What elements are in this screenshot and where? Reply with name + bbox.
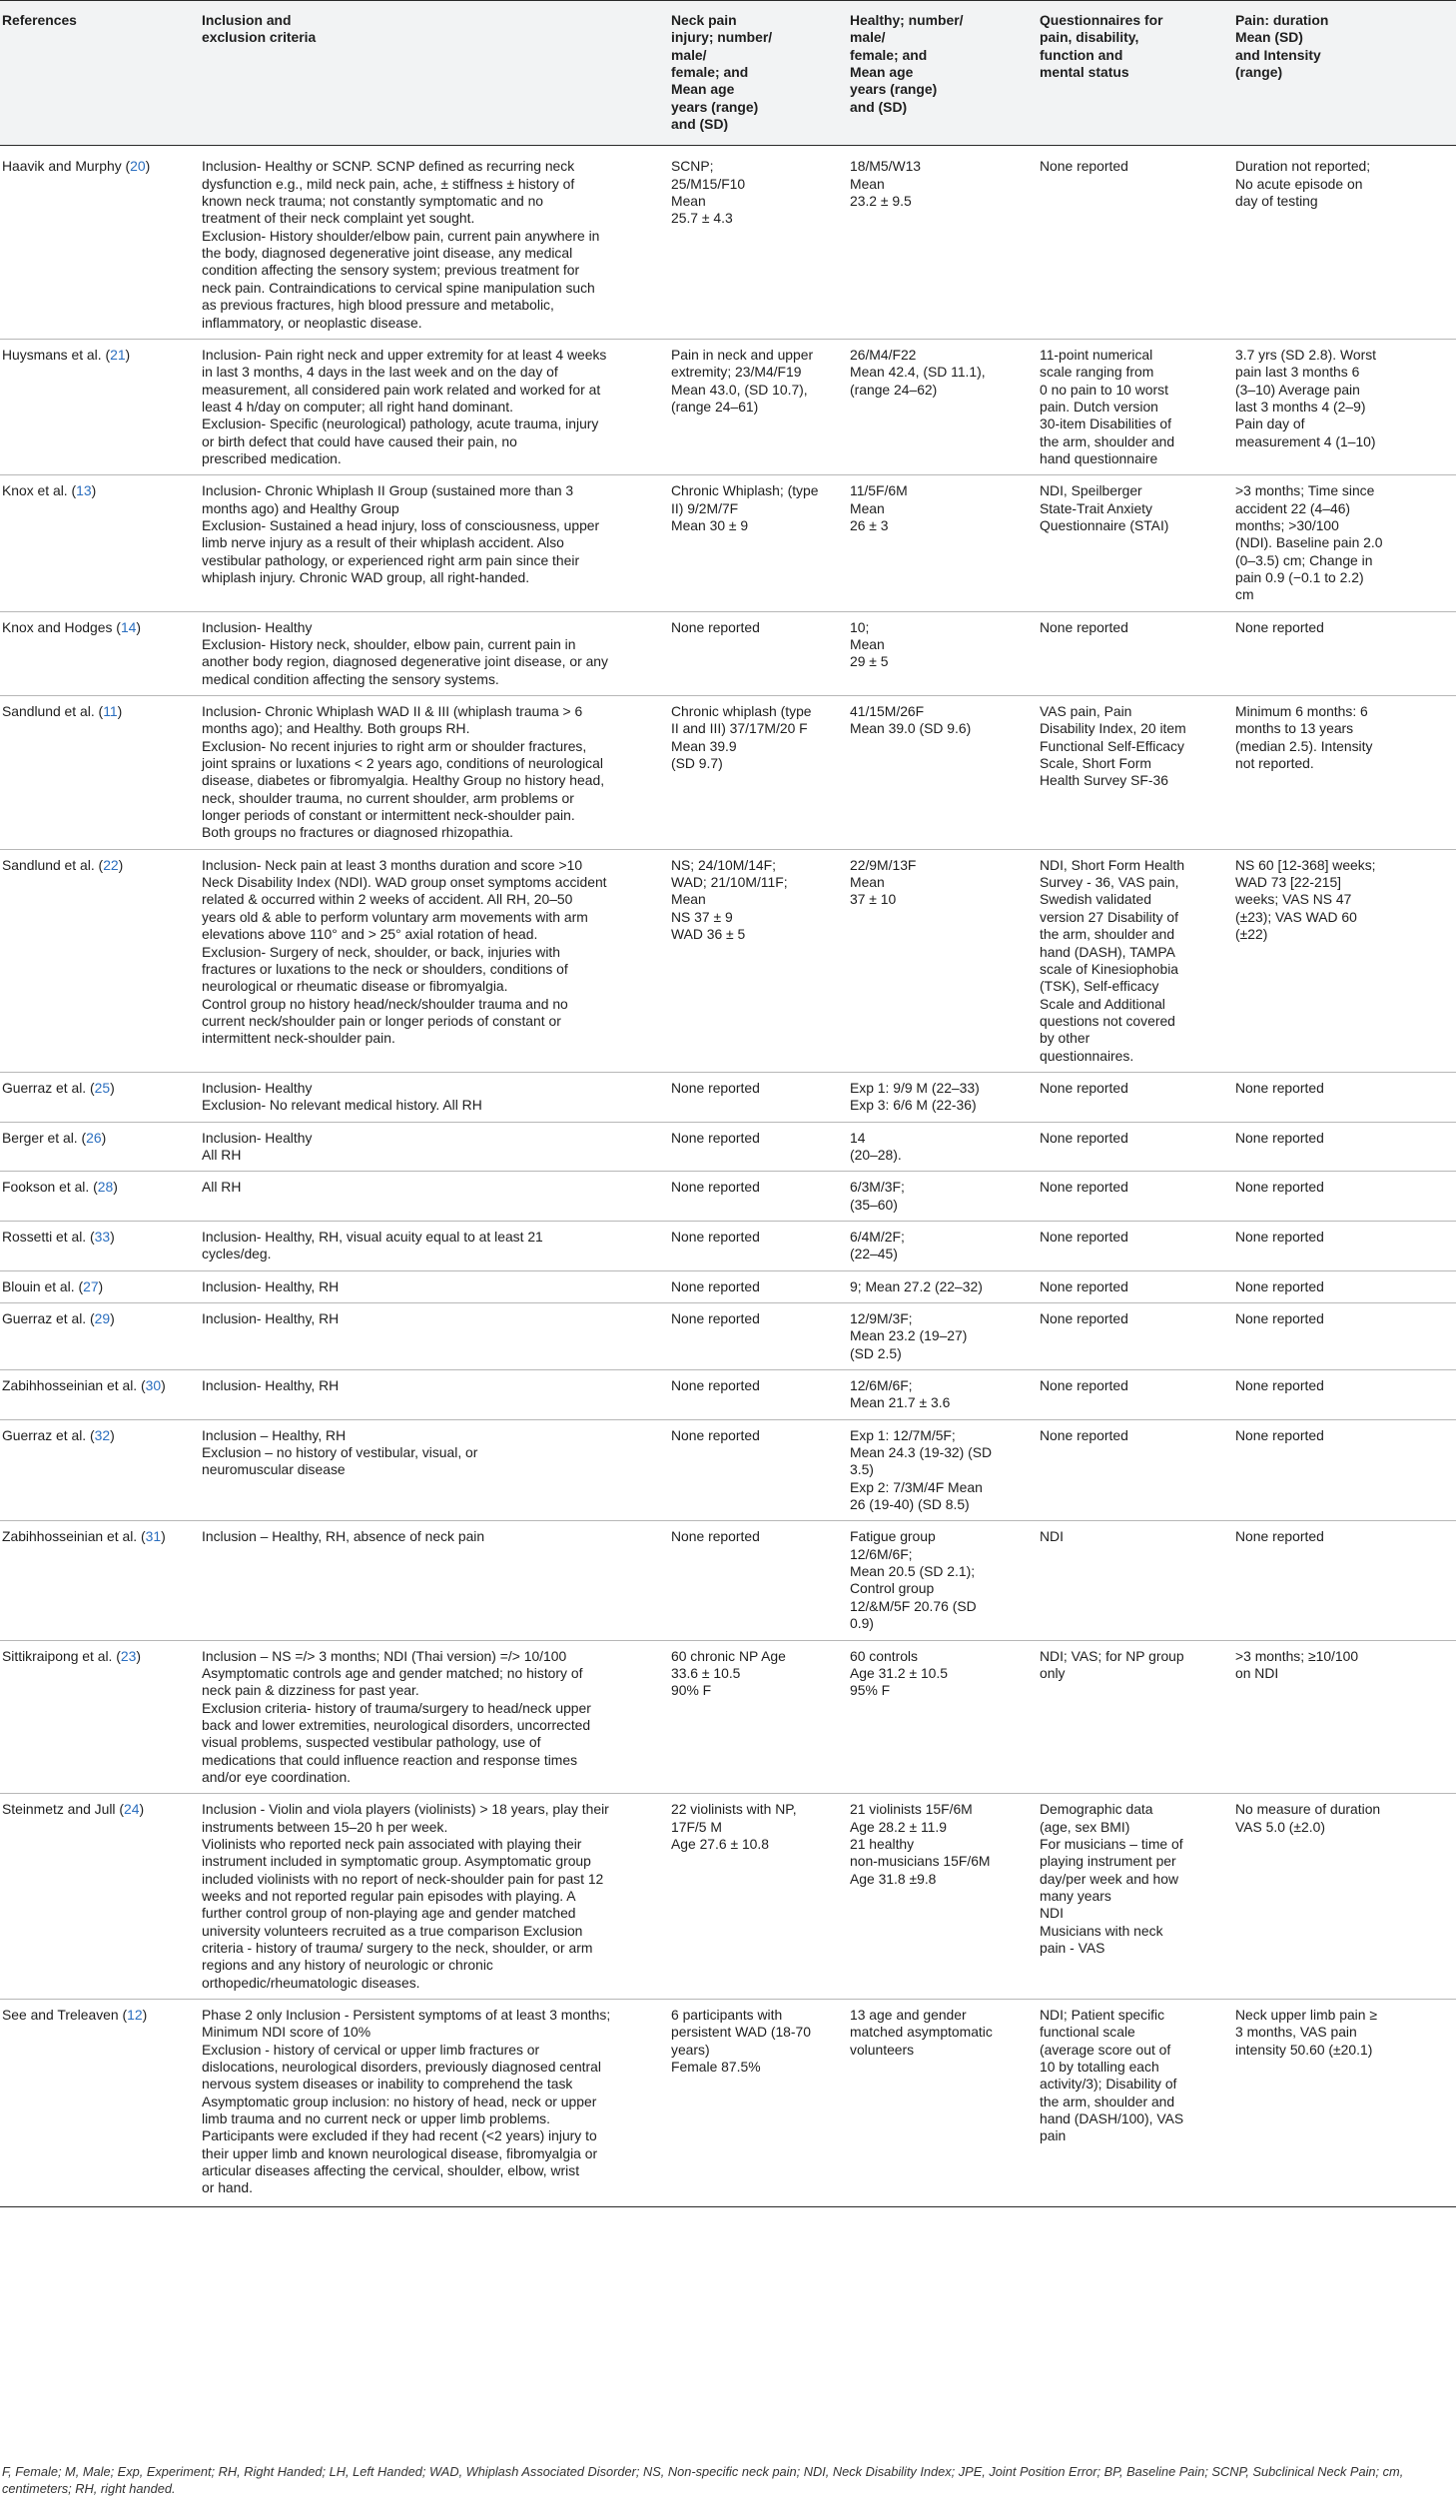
- neck-pain-cell: None reported: [665, 1303, 844, 1370]
- healthy-cell: 22/9M/13F Mean 37 ± 10: [844, 849, 1034, 1072]
- reference-cell: Guerraz et al. (29): [0, 1303, 196, 1370]
- pain-cell: No measure of duration VAS 5.0 (±2.0): [1229, 1794, 1456, 2000]
- reference-author: Guerraz et al.: [2, 1310, 87, 1326]
- table-row: [0, 1270, 1456, 1302]
- table-row: [0, 2000, 1456, 2207]
- citation-link[interactable]: 33: [94, 1228, 111, 1245]
- neck-pain-cell: 22 violinists with NP, 17F/5 M Age 27.6 ± 10.8: [665, 1794, 844, 2000]
- reference-cell: Haavik and Murphy (20): [2, 158, 151, 175]
- questionnaires-cell: VAS pain, Pain Disability Index, 20 item Functional Self-Efficacy Scale, Short Form Health Survey SF-36: [1034, 696, 1229, 850]
- reference-cell: Zabihhosseinian et al. (30): [0, 1370, 196, 1420]
- pain-cell: >3 months; Time since accident 22 (4–46) months; >30/100 (NDI). Baseline pain 2.0 (0–3.5) cm; Change in pain 0.9 (−0.1 to 2.2) cm: [1229, 475, 1456, 611]
- neck-pain-cell: None reported: [665, 1370, 844, 1420]
- neck-pain-cell: None reported: [665, 1270, 844, 1302]
- reference-author: Huysmans et al.: [2, 346, 102, 363]
- header-questionnaires: Questionnaires for pain, disability, function and mental status: [1034, 1, 1229, 146]
- reference-cell: Rossetti et al. (33): [0, 1221, 196, 1270]
- questionnaires-cell: None reported: [1034, 1270, 1229, 1302]
- inclusion-cell: Inclusion- Healthy, RH: [196, 1270, 665, 1302]
- questionnaires-cell: None reported: [1040, 158, 1128, 175]
- reference-author: Sandlund et al.: [2, 703, 95, 720]
- pain-cell: None reported: [1229, 1419, 1456, 1521]
- neck-pain-cell: None reported: [665, 1072, 844, 1122]
- reference-author: Sittikraipong et al.: [2, 1647, 113, 1664]
- reference-author: Guerraz et al.: [2, 1079, 87, 1096]
- healthy-cell: 12/6M/6F; Mean 21.7 ± 3.6: [844, 1370, 1034, 1420]
- reference-author: Rossetti et al.: [2, 1228, 87, 1245]
- table-row: [0, 1172, 1456, 1222]
- pain-cell: None reported: [1229, 1303, 1456, 1370]
- questionnaires-cell: None reported: [1034, 1122, 1229, 1172]
- questionnaires-cell: None reported: [1034, 1172, 1229, 1222]
- reference-cell: Guerraz et al. (25): [0, 1072, 196, 1122]
- questionnaires-cell: None reported: [1034, 1370, 1229, 1420]
- citation-link[interactable]: 13: [76, 482, 92, 499]
- neck-pain-cell: NS; 24/10M/14F; WAD; 21/10M/11F; Mean NS 37 ± 9 WAD 36 ± 5: [665, 849, 844, 1072]
- citation-link[interactable]: 14: [120, 618, 137, 635]
- table-row: [0, 1794, 1456, 2000]
- healthy-cell: 60 controls Age 31.2 ± 10.5 95% F: [844, 1640, 1034, 1794]
- questionnaires-cell: Demographic data (age, sex BMI) For musicians – time of playing instrument per day/per week and how many years NDI Musicians with neck pain - VAS: [1034, 1794, 1229, 2000]
- questionnaires-cell: 11-point numerical scale ranging from 0 no pain to 10 worst pain. Dutch version 30-item Disabilities of the arm, shoulder and hand questionnaire: [1034, 339, 1229, 474]
- questionnaires-cell: None reported: [1034, 1072, 1229, 1122]
- table-row: [0, 1221, 1456, 1270]
- questionnaires-cell: NDI: [1034, 1521, 1229, 1640]
- reference-cell: Steinmetz and Jull (24): [0, 1794, 196, 2000]
- healthy-cell: 11/5F/6M Mean 26 ± 3: [844, 475, 1034, 611]
- reference-cell: Zabihhosseinian et al. (31): [0, 1521, 196, 1640]
- neck-pain-cell: Chronic whiplash (type II and III) 37/17M/20 F Mean 39.9 (SD 9.7): [665, 696, 844, 850]
- pain-cell: None reported: [1229, 1370, 1456, 1420]
- table-row: [0, 849, 1456, 1072]
- table-footnote: F, Female; M, Male; Exp, Experiment; RH, Right Handed; LH, Left Handed; WAD, Whiplash Associated Disorder; NS, Non-specific neck pain; NDI, Neck Disability Index; JPE, Joint Position Error; BP, Baseline Pain; SCNP, Subclinical Neck Pain; cm, centimeters; RH, right handed.: [2, 2464, 1404, 2496]
- inclusion-cell: Inclusion - Violin and viola players (violinists) > 18 years, play their instruments between 15–20 h per week. Violinists who reported neck pain associated with playing their instrument included in symptomatic group. Asymptomatic group included violinists with no report of neck-shoulder pain for past 12 weeks and not reported regular pain episodes with playing. A further control group of non-playing age and gender matched university volunteers recruited as a true comparison Exclusion criteria - history of trauma/ surgery to the neck, shoulder, or arm regions and any history of neurologic or chronic orthopedic/rheumatologic diseases.: [196, 1794, 665, 2000]
- pain-cell: >3 months; ≥10/100 on NDI: [1229, 1640, 1456, 1794]
- pain-cell: NS 60 [12-368] weeks; WAD 73 [22-215] weeks; VAS NS 47 (±23); VAS WAD 60 (±22): [1229, 849, 1456, 1072]
- citation-link[interactable]: 27: [83, 1277, 99, 1294]
- questionnaires-cell: NDI; Patient specific functional scale (average score out of 10 by totalling each activity/3); Disability of the arm, shoulder and hand (DASH/100), VAS pain: [1034, 2000, 1229, 2207]
- pain-cell: Duration not reported; No acute episode on day of testing: [1235, 158, 1371, 210]
- healthy-cell: Fatigue group 12/6M/6F; Mean 20.5 (SD 2.1); Control group 12/&M/5F 20.76 (SD 0.9): [844, 1521, 1034, 1640]
- reference-author: Haavik and Murphy: [2, 158, 122, 175]
- healthy-cell: 26/M4/F22 Mean 42.4, (SD 11.1), (range 24–62): [844, 339, 1034, 474]
- reference-cell: Sittikraipong et al. (23): [0, 1640, 196, 1794]
- reference-author: Knox and Hodges: [2, 618, 113, 635]
- header-inclusion: Inclusion and exclusion criteria: [196, 1, 665, 146]
- table-row: [0, 1640, 1456, 1794]
- header-references: References: [0, 1, 196, 146]
- citation-link[interactable]: 12: [127, 2007, 143, 2024]
- inclusion-cell: Inclusion- Chronic Whiplash II Group (sustained more than 3 months ago) and Healthy Group Exclusion- Sustained a head injury, loss of consciousness, upper limb nerve injury as a result of their whiplash accident. Also vestibular pathology, or experienced right arm pain since their whiplash injury. Chronic WAD group, all right-handed.: [196, 475, 665, 611]
- neck-pain-cell: None reported: [665, 1122, 844, 1172]
- table-row: [0, 146, 1456, 339]
- citation-link[interactable]: 32: [94, 1426, 111, 1443]
- pain-cell: Minimum 6 months: 6 months to 13 years (median 2.5). Intensity not reported.: [1229, 696, 1456, 850]
- reference-cell: Huysmans et al. (21): [0, 339, 196, 474]
- healthy-cell: 9; Mean 27.2 (22–32): [844, 1270, 1034, 1302]
- neck-pain-cell: 60 chronic NP Age 33.6 ± 10.5 90% F: [665, 1640, 844, 1794]
- table-row: [0, 1072, 1456, 1122]
- healthy-cell: 6/4M/2F; (22–45): [844, 1221, 1034, 1270]
- header-healthy: Healthy; number/ male/ female; and Mean age years (range) and (SD): [844, 1, 1034, 146]
- questionnaires-cell: NDI, Short Form Health Survey - 36, VAS pain, Swedish validated version 27 Disability of the arm, shoulder and hand (DASH), TAMPA scale of Kinesiophobia (TSK), Self-efficacy Scale and Additional questions not covered by other questionnaires.: [1034, 849, 1229, 1072]
- questionnaires-cell: NDI; VAS; for NP group only: [1034, 1640, 1229, 1794]
- questionnaires-cell: None reported: [1034, 1221, 1229, 1270]
- healthy-cell: 12/9M/3F; Mean 23.2 (19–27) (SD 2.5): [844, 1303, 1034, 1370]
- reference-author: Blouin et al.: [2, 1277, 75, 1294]
- neck-pain-cell: None reported: [665, 1221, 844, 1270]
- inclusion-cell: Inclusion- Pain right neck and upper extremity for at least 4 weeks in last 3 months, 4 days in the last week and on the day of measurement, all considered pain work related and worked for at least 4 h/day on computer; all right hand dominant. Exclusion- Specific (neurological) pathology, acute trauma, injury or birth defect that could have caused their pain, no prescribed medication.: [196, 339, 665, 474]
- reference-cell: Knox et al. (13): [0, 475, 196, 611]
- inclusion-cell: Inclusion- Healthy Exclusion- No relevant medical history. All RH: [196, 1072, 665, 1122]
- citation-link[interactable]: 30: [145, 1377, 162, 1394]
- reference-author: Guerraz et al.: [2, 1426, 87, 1443]
- inclusion-cell: Inclusion- Healthy All RH: [196, 1122, 665, 1172]
- pain-cell: None reported: [1229, 1221, 1456, 1270]
- neck-pain-cell: None reported: [665, 1521, 844, 1640]
- neck-pain-cell: SCNP; 25/M15/F10 Mean 25.7 ± 4.3: [671, 158, 746, 227]
- healthy-cell: 41/15M/26F Mean 39.0 (SD 9.6): [844, 696, 1034, 850]
- reference-author: Knox et al.: [2, 482, 68, 499]
- healthy-cell: 6/3M/3F; (35–60): [844, 1172, 1034, 1222]
- neck-pain-cell: Pain in neck and upper extremity; 23/M4/F19 Mean 43.0, (SD 10.7), (range 24–61): [665, 339, 844, 474]
- table-row: [0, 1419, 1456, 1521]
- reference-cell: Blouin et al. (27): [0, 1270, 196, 1302]
- inclusion-cell: Phase 2 only Inclusion - Persistent symptoms of at least 3 months; Minimum NDI score of 10% Exclusion - history of cervical or upper limb fractures or dislocations, neurological disorders, previously diagnosed central nervous system diseases or inability to comprehend the task Asymptomatic group inclusion: no history of head, neck or upper limb trauma and no current neck or upper limb problems. Participants were excluded if they had recent (<2 years) injury to their upper limb and known neurological disease, fibromyalgia or articular diseases affecting the cervical, shoulder, elbow, wrist or hand.: [196, 2000, 665, 2207]
- pain-cell: None reported: [1229, 1172, 1456, 1222]
- inclusion-cell: All RH: [196, 1172, 665, 1222]
- inclusion-cell: Inclusion- Healthy, RH: [196, 1370, 665, 1420]
- pain-cell: None reported: [1229, 1521, 1456, 1640]
- inclusion-cell: Inclusion- Chronic Whiplash WAD II & III (whiplash trauma > 6 months ago); and Healthy. Both groups RH. Exclusion- No recent injuries to right arm or shoulder fractures, joint sprains or luxations < 2 years ago, conditions of neurological disease, diabetes or fibromyalgia. Healthy Group no history head, neck, shoulder trauma, no current shoulder, arm problems or longer periods of constant or intermittent neck-shoulder pain. Both groups no fractures or diagnosed rhizopathia.: [196, 696, 665, 850]
- inclusion-cell: Inclusion – Healthy, RH Exclusion – no history of vestibular, visual, or neuromuscular disease: [196, 1419, 665, 1521]
- table-row: [0, 696, 1456, 850]
- citation-link[interactable]: 29: [94, 1310, 111, 1326]
- questionnaires-cell: None reported: [1034, 1303, 1229, 1370]
- neck-pain-cell: None reported: [665, 611, 844, 695]
- reference-author: Fookson et al.: [2, 1179, 90, 1196]
- citation-link[interactable]: 26: [86, 1129, 102, 1146]
- healthy-cell: 21 violinists 15F/6M Age 28.2 ± 11.9 21 healthy non-musicians 15F/6M Age 31.8 ±9.8: [844, 1794, 1034, 2000]
- questionnaires-cell: None reported: [1034, 1419, 1229, 1521]
- table-row: [0, 475, 1456, 611]
- inclusion-cell: Inclusion- Healthy, RH: [196, 1303, 665, 1370]
- questionnaires-cell: NDI, Speilberger State-Trait Anxiety Questionnaire (STAI): [1034, 475, 1229, 611]
- header-neck-pain: Neck pain injury; number/ male/ female; and Mean age years (range) and (SD): [665, 1, 844, 146]
- inclusion-cell: Inclusion- Healthy Exclusion- History neck, shoulder, elbow pain, current pain in another body region, diagnosed degenerative joint disease, or any medical condition affecting the sensory systems.: [196, 611, 665, 695]
- healthy-cell: Exp 1: 12/7M/5F; Mean 24.3 (19-32) (SD 3.5) Exp 2: 7/3M/4F Mean 26 (19-40) (SD 8.5): [844, 1419, 1034, 1521]
- citation-link[interactable]: 22: [103, 856, 119, 873]
- table-row: [0, 1521, 1456, 1640]
- pain-cell: 3.7 yrs (SD 2.8). Worst pain last 3 months 6 (3–10) Average pain last 3 months 4 (2–9) Pain day of measurement 4 (1–10): [1229, 339, 1456, 474]
- neck-pain-cell: None reported: [665, 1172, 844, 1222]
- citation-link[interactable]: 21: [110, 346, 126, 363]
- reference-author: Sandlund et al.: [2, 856, 95, 873]
- table-row: [0, 339, 1456, 474]
- reference-cell: Sandlund et al. (11): [0, 696, 196, 850]
- reference-author: See and Treleaven: [2, 2007, 119, 2024]
- healthy-cell: Exp 1: 9/9 M (22–33) Exp 3: 6/6 M (22-36): [844, 1072, 1034, 1122]
- reference-author: Berger et al.: [2, 1129, 78, 1146]
- citation-link[interactable]: 24: [124, 1801, 140, 1818]
- healthy-cell: 13 age and gender matched asymptomatic volunteers: [844, 2000, 1034, 2207]
- citation-link[interactable]: 23: [120, 1647, 137, 1664]
- neck-pain-cell: 6 participants with persistent WAD (18-70 years) Female 87.5%: [665, 2000, 844, 2207]
- table-row: [0, 611, 1456, 695]
- reference-author: Steinmetz and Jull: [2, 1801, 116, 1818]
- inclusion-cell: Inclusion- Healthy or SCNP. SCNP defined as recurring neck dysfunction e.g., mild neck pain, ache, ± stiffness ± history of known neck trauma; not constantly symptomatic and no treatment of their neck complaint yet sought. Exclusion- History shoulder/elbow pain, current pain anywhere in the body, diagnosed degenerative joint disease, any medical condition affecting the sensory system; previous treatment for neck pain. Contraindications to cervical spine manipulation such as previous fractures, high blood pressure and metabolic, inflammatory, or neoplastic disease.: [202, 158, 600, 331]
- reference-cell: Knox and Hodges (14): [0, 611, 196, 695]
- header-row: [0, 1, 1456, 146]
- inclusion-cell: Inclusion- Healthy, RH, visual acuity equal to at least 21 cycles/deg.: [196, 1221, 665, 1270]
- neck-pain-cell: None reported: [665, 1419, 844, 1521]
- reference-cell: Berger et al. (26): [0, 1122, 196, 1172]
- citation-link[interactable]: 11: [103, 703, 118, 720]
- table-row: [0, 1370, 1456, 1420]
- healthy-cell: 10; Mean 29 ± 5: [844, 611, 1034, 695]
- reference-cell: Guerraz et al. (32): [0, 1419, 196, 1521]
- citation-link[interactable]: 25: [94, 1079, 111, 1096]
- pain-cell: None reported: [1229, 1270, 1456, 1302]
- reference-cell: Sandlund et al. (22): [0, 849, 196, 1072]
- reference-author: Zabihhosseinian et al.: [2, 1528, 138, 1545]
- citation-link[interactable]: 20: [130, 158, 146, 175]
- table-body: [0, 146, 1456, 2206]
- table-row: [0, 1122, 1456, 1172]
- inclusion-cell: Inclusion- Neck pain at least 3 months duration and score >10 Neck Disability Index (NDI). WAD group onset symptoms accident related & occurred within 2 weeks of accident. All RH, 20–50 years old & able to perform voluntary arm movements with arm elevations above 110° and > 25° axial rotation of head. Exclusion- Surgery of neck, shoulder, or back, injuries with fractures or luxations to the neck or shoulders, conditions of neurological or rheumatic disease or fibromyalgia. Control group no history head/neck/shoulder trauma and no current neck/shoulder pain or longer periods of constant or intermittent neck-shoulder pain.: [196, 849, 665, 1072]
- citation-link[interactable]: 28: [97, 1179, 114, 1196]
- reference-author: Zabihhosseinian et al.: [2, 1377, 138, 1394]
- pain-cell: None reported: [1229, 611, 1456, 695]
- healthy-cell: 18/M5/W13 Mean 23.2 ± 9.5: [850, 158, 922, 210]
- pain-cell: None reported: [1229, 1122, 1456, 1172]
- neck-pain-cell: Chronic Whiplash; (type II) 9/2M/7F Mean 30 ± 9: [665, 475, 844, 611]
- pain-cell: Neck upper limb pain ≥ 3 months, VAS pain intensity 50.60 (±20.1): [1229, 2000, 1456, 2207]
- citation-link[interactable]: 31: [145, 1528, 162, 1545]
- header-pain: Pain: duration Mean (SD) and Intensity (range): [1229, 1, 1456, 146]
- reference-cell: See and Treleaven (12): [0, 2000, 196, 2207]
- healthy-cell: 14 (20–28).: [844, 1122, 1034, 1172]
- pain-cell: None reported: [1229, 1072, 1456, 1122]
- questionnaires-cell: None reported: [1034, 611, 1229, 695]
- table-row: [0, 1303, 1456, 1370]
- reference-cell: Fookson et al. (28): [0, 1172, 196, 1222]
- inclusion-cell: Inclusion – Healthy, RH, absence of neck pain: [196, 1521, 665, 1640]
- inclusion-cell: Inclusion – NS =/> 3 months; NDI (Thai version) =/> 10/100 Asymptomatic controls age and gender matched; no history of neck pain & dizziness for past year. Exclusion criteria- history of trauma/surgery to head/neck upper back and lower extremities, neurological disorders, uncorrected visual problems, suspected vestibular pathology, use of medications that could influence reaction and response times and/or eye coordination.: [196, 1640, 665, 1794]
